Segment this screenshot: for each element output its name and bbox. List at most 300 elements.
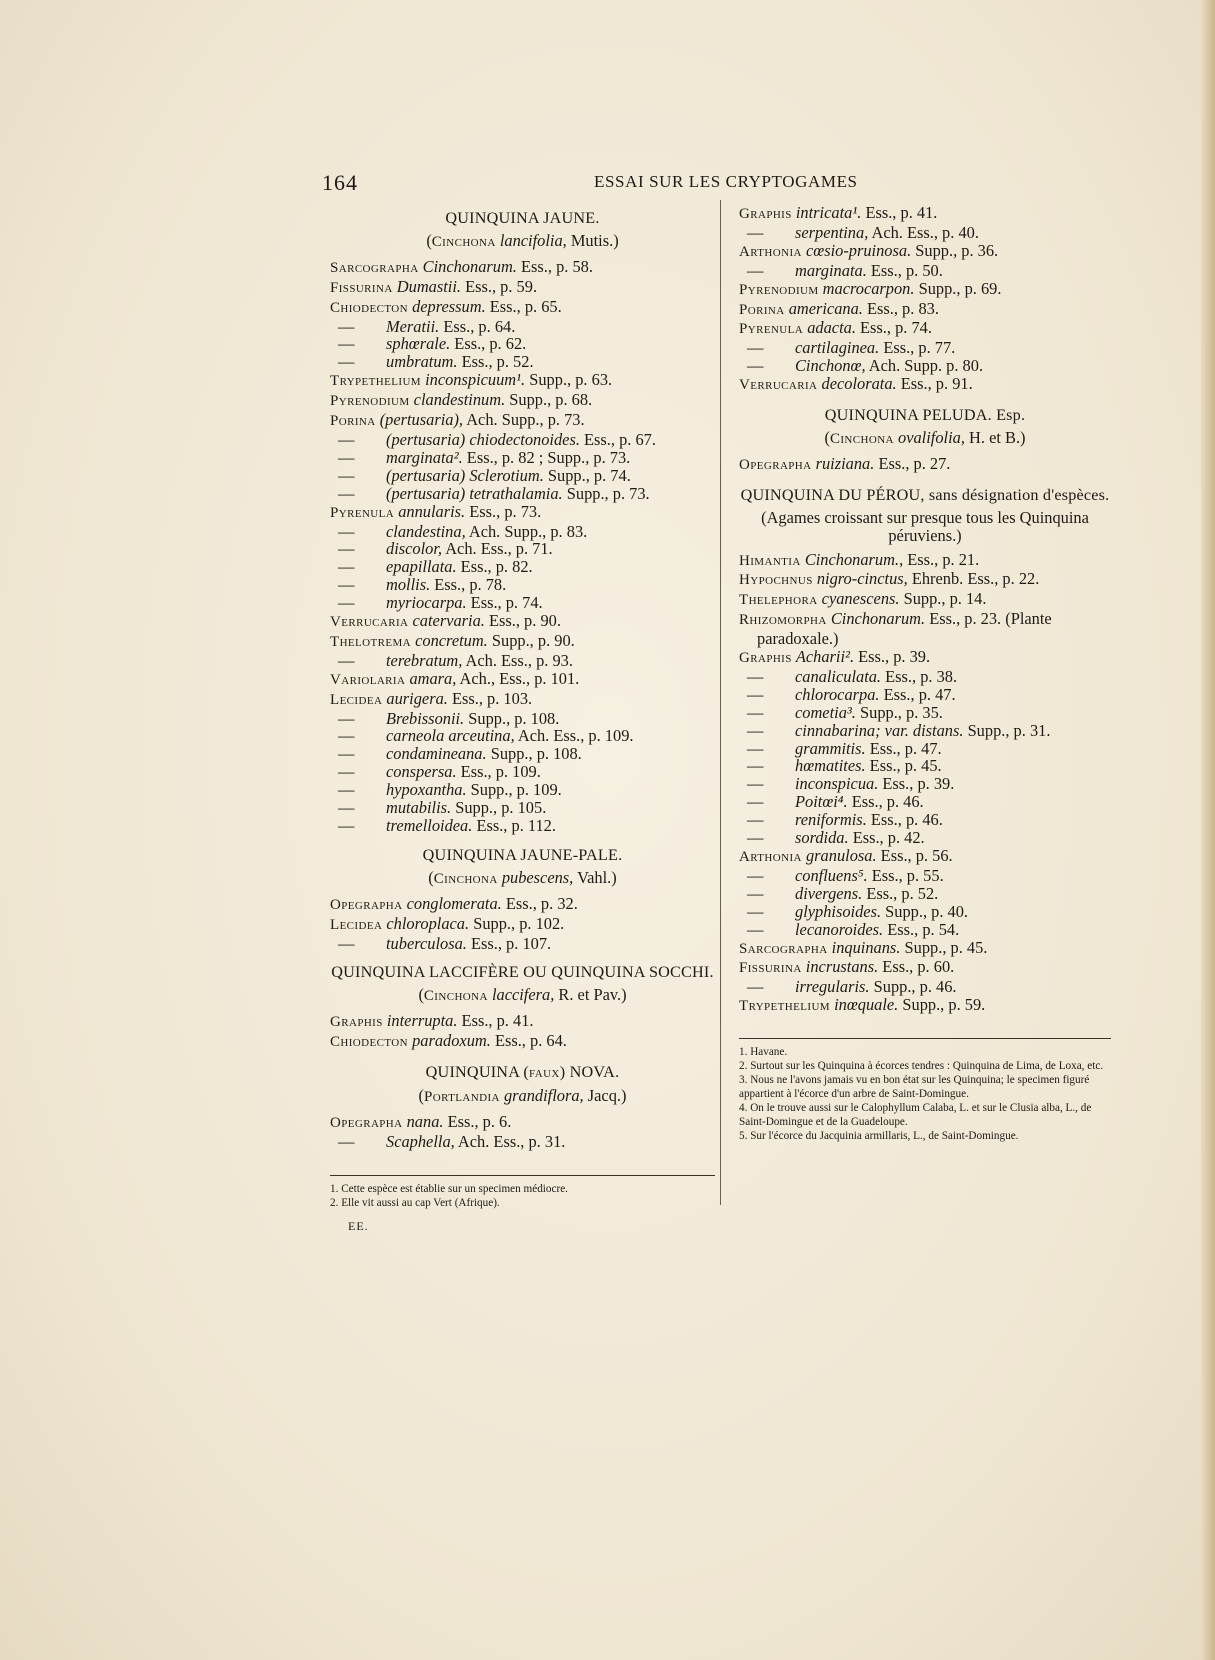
entry [330, 449, 715, 467]
entry [739, 357, 1111, 375]
reference: Ach. Ess., p. 40. [868, 222, 979, 242]
entry [739, 740, 1111, 758]
species-name: Cinchonarum. [804, 549, 900, 569]
entry [739, 375, 1111, 395]
entry [330, 298, 715, 318]
reference: Ess., p. 47. [865, 738, 942, 758]
reference: Ess., p. 59. [461, 276, 538, 296]
genus-name: Opegrapha [739, 456, 812, 473]
ditto-dash: — [338, 762, 355, 782]
species-name: paradoxum. [412, 1031, 491, 1051]
genus-name: Verrucaria [330, 614, 409, 631]
species-name: confluens⁵. [795, 865, 868, 885]
reference: Ess., p. 39. [854, 647, 931, 667]
entry [330, 335, 715, 353]
species-name: depressum. [412, 296, 486, 316]
genus-name: Trypethelium [330, 373, 421, 390]
reference: Supp., p. 36. [911, 240, 999, 260]
reference: Ess., p. 64. [490, 1031, 567, 1051]
reference: Ess., p. 42. [848, 828, 925, 848]
ditto-dash: — [338, 708, 355, 728]
species-name: Poitœi⁴. [795, 792, 848, 812]
entry [739, 958, 1111, 978]
reference: Ess., p. 74. [466, 593, 543, 613]
genus-name: Hypochnus [739, 572, 813, 589]
reference: Supp., p. 46. [869, 977, 957, 997]
entry [330, 391, 715, 411]
entry [330, 467, 715, 485]
reference: Supp., p. 31. [963, 720, 1051, 740]
entry-list [739, 204, 1111, 395]
species-name: amara, [409, 668, 457, 688]
reference: Supp., p. 109. [466, 780, 562, 800]
reference: Ach. Ess., p. 71. [442, 539, 553, 559]
ditto-dash: — [747, 901, 764, 921]
ditto-dash: — [338, 816, 355, 835]
footnote-rule [739, 1038, 1111, 1039]
entry-list [739, 455, 1111, 475]
species-name: Scaphella, [386, 1131, 455, 1151]
entry [330, 540, 715, 558]
ditto-dash: — [747, 702, 764, 722]
footnote: 5. Sur l'écorce du Jacquinia armillaris, L., de Saint-Domingue. [739, 1130, 1019, 1143]
species-name: canaliculata. [795, 666, 882, 686]
entry [739, 610, 1111, 648]
ditto-dash: — [338, 334, 355, 354]
reference: Ach. Supp., p. 83. [465, 521, 588, 541]
species-name: Cinchonœ, [795, 356, 866, 376]
reference: , Ess., p. 21. [899, 549, 980, 569]
section-subheading: (Portlandia grandiflora, Jacq.) [418, 1085, 627, 1105]
species-name: decolorata. [821, 374, 897, 394]
ditto-dash: — [338, 539, 355, 559]
species-name: epapillata. [386, 557, 457, 577]
species-name: irregularis. [795, 977, 870, 997]
species-name: sphœrale. [386, 334, 451, 354]
entry [330, 558, 715, 576]
ditto-dash: — [747, 756, 764, 776]
species-name: americana. [788, 298, 863, 318]
genus-name: Trypethelium [739, 998, 830, 1015]
reference: Ehrenb. Ess., p. 22. [907, 569, 1040, 589]
reference: Ach. Ess., p. 93. [462, 650, 573, 670]
species-name: clandestina, [386, 521, 466, 541]
genus-name: Opegrapha [330, 1114, 403, 1131]
ditto-dash: — [338, 744, 355, 764]
species-name: Acharii². [795, 647, 855, 667]
reference: Ess., p. 27. [874, 453, 951, 473]
genus-name: Lecidea [330, 916, 383, 933]
entry [739, 885, 1111, 903]
species-name: umbratum. [386, 352, 458, 372]
ditto-dash: — [338, 521, 355, 541]
entry [739, 204, 1111, 224]
entry [330, 781, 715, 799]
reference: Ess., p. 83. [862, 298, 939, 318]
entry [330, 503, 715, 523]
species-name: interrupta. [386, 1011, 458, 1031]
genus-name: Pyrenodium [330, 393, 410, 410]
entry [739, 722, 1111, 740]
entry [739, 793, 1111, 811]
reference: Ess., p. 55. [867, 865, 944, 885]
reference: Ess., p. 64. [439, 316, 516, 336]
entry [330, 353, 715, 371]
species-name: chlorocarpa. [795, 684, 880, 704]
ditto-dash: — [338, 798, 355, 818]
species-name: Brebissonii. [386, 708, 465, 728]
reference: Supp., p. 68. [505, 390, 593, 410]
page-number: 164 [322, 170, 358, 195]
species-name: mollis. [386, 575, 431, 595]
reference: Ach. Ess., p. 31. [454, 1131, 566, 1151]
reference: Ess., p. 6. [443, 1111, 512, 1131]
entry [330, 318, 715, 336]
species-name: nana. [406, 1111, 444, 1131]
genus-name: Graphis [330, 1014, 383, 1031]
genus-name: Pyrenodium [739, 281, 819, 298]
ditto-dash: — [338, 780, 355, 800]
species-name: serpentina, [795, 222, 869, 242]
ditto-dash: — [747, 919, 764, 939]
entry [739, 319, 1111, 339]
species-name: inconspicua. [795, 774, 879, 794]
genus-name: Arthonia [739, 849, 802, 865]
reference: Ess., p. 41. [457, 1011, 534, 1031]
entry [330, 431, 715, 449]
reference: Ess., p. 46. [847, 792, 924, 812]
entry [739, 648, 1111, 668]
species-name: (pertusaria), [379, 410, 464, 430]
entry [330, 1113, 715, 1133]
species-name: annularis. [398, 501, 466, 521]
section-subheading: (Cinchona ovalifolia, H. et B.) [824, 427, 1026, 447]
reference: Supp., p. 59. [898, 995, 986, 1015]
reference: Ess., p. 38. [881, 666, 958, 686]
ditto-dash: — [338, 352, 355, 372]
species-name: tuberculosa. [386, 933, 467, 953]
species-name: cartilaginea. [795, 338, 880, 358]
entry-list [330, 1113, 715, 1151]
entry [330, 576, 715, 594]
entry [330, 632, 715, 652]
reference: Supp., p. 105. [451, 798, 547, 818]
ditto-dash: — [747, 260, 764, 280]
reference: Ess., p. 67. [579, 429, 656, 449]
reference: Ess., p. 39. [878, 774, 955, 794]
entry [739, 921, 1111, 939]
reference: Ess., p. 103. [447, 688, 533, 708]
genus-name: Sarcographa [739, 940, 828, 957]
genus-name: Pyrenula [739, 321, 804, 338]
reference: Supp., p. 108. [464, 708, 560, 728]
ditto-dash: — [747, 865, 764, 885]
ditto-dash: — [747, 810, 764, 830]
ditto-dash: — [747, 977, 764, 997]
entry [739, 686, 1111, 704]
entry [739, 847, 1111, 867]
reference: Ess., p. 32. [501, 893, 578, 913]
reference: Ess., p. 47. [879, 684, 956, 704]
entry [330, 1032, 715, 1052]
entry [330, 594, 715, 612]
species-name: grammitis. [795, 738, 866, 758]
species-name: ruiziana. [815, 453, 875, 473]
species-name: conspersa. [386, 762, 457, 782]
species-name: catervaria. [412, 611, 485, 631]
reference: Ess., p. 90. [484, 611, 561, 631]
reference: Ess., p. 41. [861, 203, 938, 222]
reference: Ess., p. 77. [879, 338, 956, 358]
species-name: conglomerata. [406, 893, 502, 913]
footnote: 4. On le trouve aussi sur le Calophyllum Calaba, L. et sur le Clusia alba, L., de Saint-Domingue et de la Guadeloupe. [739, 1102, 1092, 1129]
species-name: inquinans. [831, 937, 901, 957]
ditto-dash: — [747, 774, 764, 794]
left-column [330, 210, 715, 1236]
reference: Ess., p. 52. [862, 883, 939, 903]
genus-name: Lecidea [330, 691, 383, 708]
reference: Ess., p. 78. [430, 575, 507, 595]
reference: Ess., p. 58. [516, 256, 593, 276]
entry [330, 612, 715, 632]
species-name: Meratii. [386, 316, 440, 336]
entry [739, 775, 1111, 793]
reference: Ess., p. 82 ; Supp., p. 73. [462, 447, 631, 467]
reference: Ess., p. 54. [883, 919, 960, 939]
reference: Supp., p. 14. [899, 589, 987, 609]
footnote: 2. Elle vit aussi au cap Vert (Afrique). [330, 1196, 500, 1209]
species-name: cinnabarina; var. distans. [795, 720, 964, 740]
species-name: reniformis. [795, 810, 867, 830]
genus-name: Sarcographa [330, 259, 419, 276]
section-subheading: (Cinchona lancifolia, Mutis.) [426, 230, 619, 250]
ditto-dash: — [747, 684, 764, 704]
species-name: aurigera. [386, 688, 448, 708]
species-name: Dumastii. [396, 276, 461, 296]
footnote: 2. Surtout sur les Quinquina à écorces tendres : Quinquina de Lima, de Loxa, etc. [739, 1060, 1104, 1073]
footnote: 1. Havane. [739, 1046, 788, 1059]
ditto-dash: — [747, 792, 764, 812]
species-name: discolor, [386, 539, 443, 559]
footnote-rule [330, 1175, 715, 1176]
reference: Ess., p. 23. (Plante paradoxale.) [757, 609, 1052, 649]
entry [330, 895, 715, 915]
species-name: inœquale. [834, 995, 899, 1015]
reference: Ess., p. 62. [450, 334, 527, 354]
reference: Supp., p. 102. [469, 913, 565, 933]
entry [739, 242, 1111, 262]
entry [330, 371, 715, 391]
entry [330, 763, 715, 781]
reference: Ess., p. 107. [466, 933, 552, 953]
entry [330, 258, 715, 278]
genus-name: Variolaria [330, 671, 406, 688]
entry [330, 935, 715, 953]
reference: Ess., p. 82. [456, 557, 533, 577]
section-heading: QUINQUINA LACCIFÈRE OU QUINQUINA SOCCHI. [331, 963, 714, 982]
entry [739, 757, 1111, 775]
genus-name: Fissurina [330, 279, 393, 296]
genus-name: Verrucaria [739, 377, 818, 394]
entry [739, 590, 1111, 610]
entry [739, 455, 1111, 475]
species-name: marginata. [795, 260, 867, 280]
reference: Ess., p. 50. [866, 260, 943, 280]
species-name: intricata¹. [795, 203, 862, 222]
ditto-dash: — [747, 338, 764, 358]
genus-name: Chiodecton [330, 299, 408, 316]
ditto-dash: — [747, 738, 764, 758]
species-name: carneola arceutina, [386, 726, 515, 746]
entry [739, 867, 1111, 885]
species-name: (pertusaria) Sclerotium. [386, 465, 544, 485]
genus-name: Himantia [739, 552, 801, 569]
species-name: myriocarpa. [386, 593, 467, 613]
column-divider [720, 200, 721, 1205]
reference: Ess., p. 73. [465, 501, 542, 521]
entry [330, 411, 715, 431]
species-name: Cinchonarum. [422, 256, 517, 276]
species-name: condamineana. [386, 744, 487, 764]
species-name: clandestinum. [413, 390, 506, 410]
species-name: lecanoroides. [795, 919, 884, 939]
entry [330, 745, 715, 763]
reference: Supp., p. 40. [881, 901, 969, 921]
reference: Supp., p. 69. [914, 278, 1002, 298]
entry [330, 727, 715, 745]
species-name: glyphisoides. [795, 901, 882, 921]
section-heading: QUINQUINA JAUNE-PALE. [422, 845, 623, 864]
species-name: cœsio-pruinosa. [805, 240, 912, 260]
genus-name: Opegrapha [330, 896, 403, 913]
entry [739, 903, 1111, 921]
ditto-dash: — [338, 483, 355, 503]
species-name: incrustans. [805, 957, 879, 977]
ditto-dash: — [338, 575, 355, 595]
reference: Ess., p. 56. [876, 846, 953, 865]
species-name: chloroplaca. [386, 913, 470, 933]
section-heading: QUINQUINA DU PÉROU, sans désignation d'espèces. [740, 485, 1110, 504]
entry [330, 523, 715, 541]
ditto-dash: — [747, 356, 764, 376]
genus-name: Graphis [739, 650, 792, 667]
footnote: 1. Cette espèce est établie sur un specimen médiocre. [330, 1182, 568, 1195]
reference: Ess., p. 109. [456, 762, 541, 782]
species-name: marginata². [386, 447, 463, 467]
entry [739, 996, 1111, 1016]
genus-name: Rhizomorpha [739, 612, 827, 629]
reference: Supp., p. 35. [855, 702, 943, 722]
species-name: cyanescens. [821, 589, 900, 609]
reference: Ess., p. 91. [896, 374, 973, 394]
species-name: macrocarpon. [822, 278, 915, 298]
entry [739, 811, 1111, 829]
species-name: divergens. [795, 883, 863, 903]
ditto-dash: — [338, 557, 355, 577]
entry-list [739, 551, 1111, 1017]
genus-name: Porina [330, 413, 376, 430]
species-name: sordida. [795, 828, 849, 848]
ditto-dash: — [338, 1131, 355, 1151]
entry [330, 485, 715, 503]
ditto-dash: — [338, 447, 355, 467]
reference: Ess., p. 112. [472, 816, 556, 835]
genus-name: Thelephora [739, 592, 818, 609]
entry [330, 278, 715, 298]
entry [739, 280, 1111, 300]
species-name: terebratum, [386, 650, 463, 670]
right-column [739, 204, 1111, 1143]
reference: Supp., p. 90. [487, 630, 575, 650]
genus-name: Pyrenula [330, 504, 395, 521]
reference: Ach., Ess., p. 101. [456, 668, 580, 688]
reference: Ess., p. 65. [485, 296, 562, 316]
species-name: hœmatites. [795, 756, 866, 776]
species-name: (pertusaria) chiodectonoides. [386, 429, 580, 449]
entry [330, 915, 715, 935]
entry [739, 939, 1111, 959]
reference: Ess., p. 52. [457, 352, 534, 372]
species-name: hypoxantha. [386, 780, 467, 800]
reference: Supp., p. 74. [543, 465, 631, 485]
section-subheading: (Cinchona laccifera, R. et Pav.) [418, 985, 627, 1005]
ditto-dash: — [338, 429, 355, 449]
reference: Ess., p. 60. [878, 957, 955, 977]
entry-list [330, 258, 715, 835]
ditto-dash: — [338, 593, 355, 613]
species-name: cometia³. [795, 702, 856, 722]
entry-list [330, 1012, 715, 1052]
entry [330, 1012, 715, 1032]
section-heading: QUINQUINA PELUDA. Esp. [824, 406, 1026, 425]
reference: Supp., p. 63. [525, 370, 613, 390]
ditto-dash: — [338, 316, 355, 336]
species-name: adacta. [807, 318, 856, 338]
genus-name: Thelotrema [330, 633, 411, 650]
entry [330, 799, 715, 817]
entry [739, 668, 1111, 686]
ditto-dash: — [747, 883, 764, 903]
species-name: mutabilis. [386, 798, 452, 818]
genus-name: Porina [739, 301, 785, 318]
section-note: (Agames croissant sur presque tous les Quinquina péruviens.) [761, 507, 1089, 545]
reference: Ess., p. 74. [855, 318, 932, 338]
catchword: EE. [348, 1218, 369, 1233]
ditto-dash: — [338, 726, 355, 746]
section-subheading: (Cinchona pubescens, Vahl.) [428, 867, 617, 887]
entry [739, 570, 1111, 590]
reference: Ach. Supp., p. 73. [463, 410, 585, 430]
entry [330, 710, 715, 728]
entry [739, 339, 1111, 357]
entry [330, 690, 715, 710]
entry [739, 704, 1111, 722]
ditto-dash: — [338, 465, 355, 485]
ditto-dash: — [747, 720, 764, 740]
reference: Supp., p. 73. [562, 483, 650, 503]
entry [739, 551, 1111, 571]
species-name: nigro-cinctus, [816, 569, 908, 589]
reference: Supp., p. 108. [486, 744, 582, 764]
ditto-dash: — [747, 666, 764, 686]
reference: Ach. Ess., p. 109. [514, 726, 634, 746]
ditto-dash: — [747, 222, 764, 242]
footnote: 3. Nous ne l'avons jamais vu en bon état sur les Quinquina; le specimen figuré appartient à l'écorce d'un arbre de Saint-Domingue. [739, 1074, 1090, 1101]
species-name: Cinchonarum. [830, 609, 926, 629]
entry [330, 1133, 715, 1151]
ditto-dash: — [747, 828, 764, 848]
entry [739, 224, 1111, 242]
